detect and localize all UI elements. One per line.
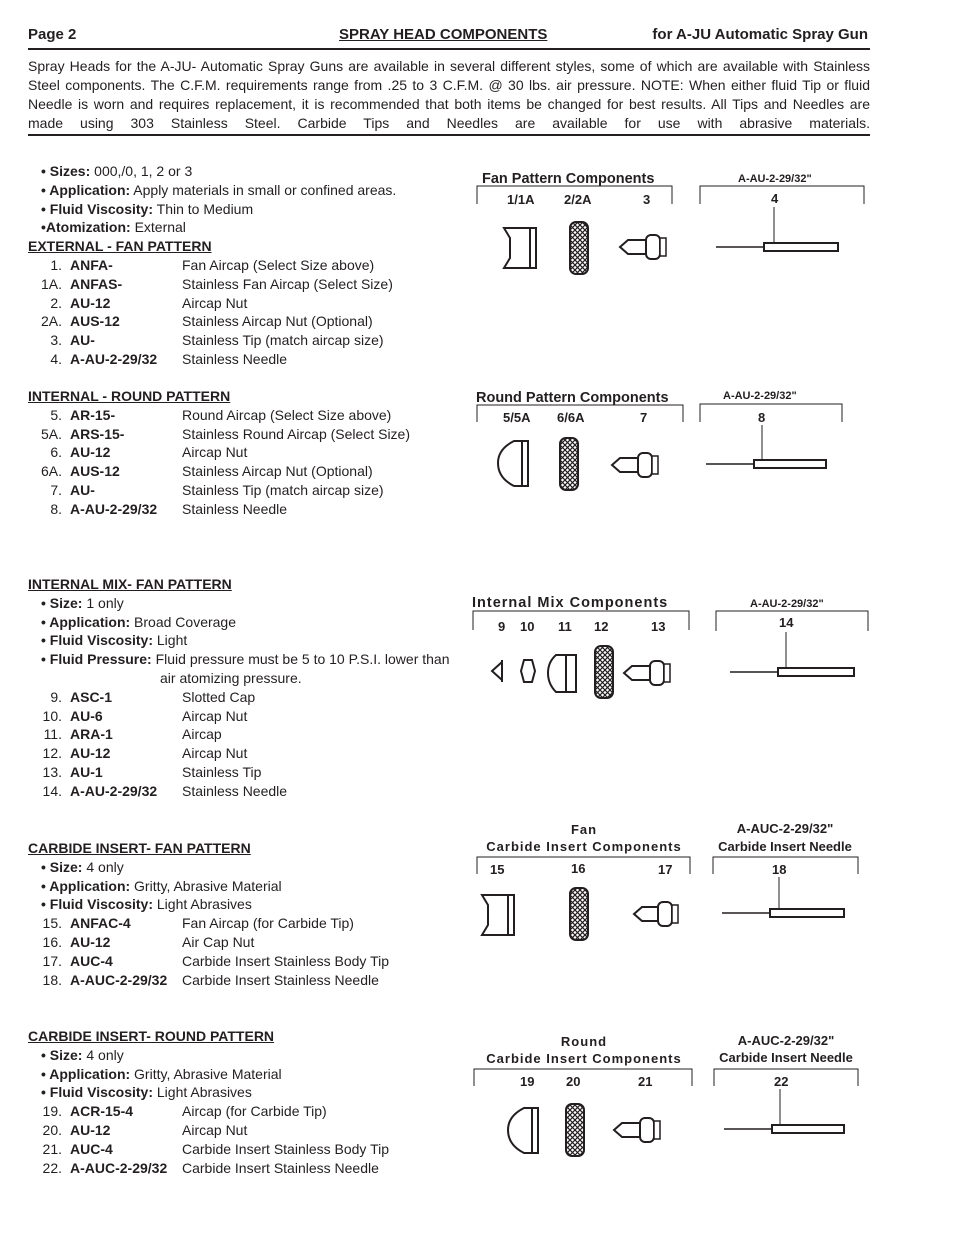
diagram-title: Carbide Insert Components	[486, 839, 682, 854]
callout-label: 20	[566, 1074, 581, 1089]
callout-label: 8	[758, 410, 766, 425]
callout-label: 6/6A	[557, 410, 585, 425]
fan-aircap-shape	[504, 228, 536, 268]
knurled-nut-shape	[566, 1104, 584, 1156]
fluid-tip-shape	[614, 1123, 640, 1137]
fluid-tip-shape	[620, 240, 646, 254]
callout-label: 1/1A	[507, 192, 535, 207]
knurled-nut-shape	[570, 888, 588, 940]
callout-label: 5/5A	[503, 410, 531, 425]
round-aircap-shape	[498, 441, 528, 486]
part-row: 2A. AUS-12 Stainless Aircap Nut (Optional)	[40, 313, 373, 330]
part-row: 19. ACR-15-4 Aircap (for Carbide Tip)	[42, 1103, 327, 1120]
part-row: 10. AU-6 Aircap Nut	[42, 707, 248, 724]
callout-label: 22	[774, 1074, 789, 1089]
needle-subtitle: Carbide Insert Needle	[718, 839, 852, 854]
callout-label: 12	[594, 619, 609, 634]
section-title: CARBIDE INSERT- FAN PATTERN	[28, 840, 251, 856]
part-row: 4. A-AU-2-29/32 Stainless Needle	[50, 350, 288, 367]
intro-paragraph: Spray Heads for the A-JU- Automatic Spray Guns are available in several different styles, some of which are available with Stainless Steel components. The C.F.M. requirements range from .25 to 3 C.F.M. @ 30 lbs. air pressure. NOTE: When either fluid Tip or fluid Needle is worn and requires replacement, it is recommended that both items be changed for best results. All Tips and Needles are made using 303 Stainless Steel. Carbide Tips and Needles are available for use with abrasive materials.	[28, 58, 870, 131]
bullet-item: • Fluid Viscosity: Thin to Medium	[41, 200, 254, 217]
slotted-cap-shape	[492, 662, 502, 680]
bullet-item: • Size: 4 only	[41, 1046, 124, 1063]
bullet-item: • Fluid Viscosity: Light Abrasives	[41, 1084, 252, 1101]
callout-label: 7	[640, 410, 648, 425]
callout-label: 21	[638, 1074, 653, 1089]
callout-label: 13	[651, 619, 666, 634]
section-title: CARBIDE INSERT- ROUND PATTERN	[28, 1028, 275, 1044]
diagram-title: Internal Mix Components	[472, 595, 669, 611]
needle-shape	[764, 243, 838, 251]
section-carbide-round	[28, 1027, 468, 1177]
part-row: 3. AU- Stainless Tip (match aircap size)	[50, 332, 384, 349]
intro-rule	[28, 134, 870, 136]
part-row: 7. AU- Stainless Tip (match aircap size)	[50, 481, 384, 498]
knurled-nut-shape	[570, 222, 588, 274]
callout-label: 19	[520, 1074, 535, 1089]
callout-label: 11	[558, 619, 572, 634]
part-row: 1. ANFA- Fan Aircap (Select Size above)	[50, 256, 375, 273]
callout-label: 18	[772, 862, 787, 877]
callout-label: 9	[498, 619, 506, 634]
section-internal-mix	[28, 575, 468, 801]
diagram-title: Round	[560, 1034, 608, 1049]
round-aircap-shape	[508, 1108, 538, 1153]
callout-label: 14	[779, 615, 794, 630]
diagram-title: Carbide Insert Components	[486, 1051, 682, 1066]
bullet-item: • Size: 1 only	[41, 594, 124, 611]
page-number: Page 2	[28, 26, 77, 43]
needle-shape	[770, 909, 844, 917]
part-row: 14. A-AU-2-29/32 Stainless Needle	[42, 782, 288, 799]
part-row: 17. AUC-4 Carbide Insert Stainless Body Tip	[42, 952, 389, 969]
part-row: 5. AR-15- Round Aircap (Select Size above)	[50, 406, 392, 423]
callout-label: 4	[771, 191, 779, 206]
callout-label: 17	[658, 862, 673, 877]
part-row: 22. A-AUC-2-29/32 Carbide Insert Stainless Needle	[42, 1159, 379, 1176]
section-internal-round	[28, 387, 468, 519]
small-nut-shape	[521, 660, 535, 682]
needle-title: A-AUC-2-29/32"	[736, 821, 834, 836]
part-row: 6A. AUS-12 Stainless Aircap Nut (Optional)	[40, 463, 373, 480]
diagram-title: Fan	[570, 822, 598, 837]
part-row: 12. AU-12 Aircap Nut	[42, 745, 248, 762]
needle-shape	[772, 1125, 844, 1133]
fan-aircap-shape	[482, 895, 514, 935]
bullet-item: • Size: 4 only	[41, 858, 124, 875]
callout-label: 3	[643, 192, 651, 207]
needle-title: A-AU-2-29/32"	[738, 173, 812, 185]
needle-title: A-AU-2-29/32"	[750, 598, 824, 610]
section-title: INTERNAL - ROUND PATTERN	[28, 388, 231, 404]
part-row: 20. AU-12 Aircap Nut	[42, 1121, 248, 1138]
callout-label: 15	[490, 862, 505, 877]
diagram-title: Fan Pattern Components	[482, 171, 655, 187]
part-row: 15. ANFAC-4 Fan Aircap (for Carbide Tip)	[42, 915, 354, 932]
part-row: 11. ARA-1 Aircap	[43, 726, 222, 743]
part-row: 21. AUC-4 Carbide Insert Stainless Body Tip	[42, 1140, 389, 1157]
callout-label: 16	[571, 861, 586, 876]
bullet-item: • Fluid Viscosity: Light	[41, 632, 188, 649]
needle-shape	[778, 668, 854, 676]
part-row: 9. ASC-1 Slotted Cap	[50, 688, 256, 705]
needle-subtitle: Carbide Insert Needle	[719, 1050, 853, 1065]
mix-aircap-shape	[548, 655, 576, 692]
part-row: 5A. ARS-15- Stainless Round Aircap (Select Size)	[40, 425, 410, 442]
part-row: 13. AU-1 Stainless Tip	[42, 763, 262, 780]
bullet-item: • Application: Apply materials in small or confined areas.	[41, 181, 397, 198]
bullet-item: • Application: Gritty, Abrasive Material	[41, 877, 282, 894]
header-rule	[28, 48, 870, 50]
bullet-continuation: air atomizing pressure.	[160, 669, 302, 686]
bullet-item: • Sizes: 000,/0, 1, 2 or 3	[41, 163, 193, 179]
bullet-item: • Application: Gritty, Abrasive Material	[41, 1065, 282, 1082]
bullet-item: •Atomization: External	[41, 219, 186, 236]
callout-label: 2/2A	[564, 192, 592, 207]
bullet-item: • Fluid Pressure: Fluid pressure must be 5 to 10 P.S.I. lower than	[41, 651, 450, 668]
needle-title: A-AUC-2-29/32"	[737, 1033, 835, 1048]
fluid-tip-shape	[634, 907, 658, 921]
part-row: 2. AU-12 Aircap Nut	[50, 294, 248, 311]
knurled-nut-shape	[595, 646, 613, 698]
knurled-nut-shape	[560, 438, 578, 490]
section-title: EXTERNAL - FAN PATTERN	[28, 238, 212, 255]
part-row: 6. AU-12 Aircap Nut	[50, 444, 248, 461]
part-row: 18. A-AUC-2-29/32 Carbide Insert Stainless Needle	[42, 971, 379, 988]
fluid-tip-shape	[612, 458, 638, 472]
needle-shape	[754, 460, 826, 468]
bullet-item: • Fluid Viscosity: Light Abrasives	[41, 896, 252, 913]
fluid-tip-shape	[624, 666, 650, 680]
bullet-item: • Application: Broad Coverage	[41, 613, 236, 630]
callout-label: 10	[520, 619, 535, 634]
section-title: INTERNAL MIX- FAN PATTERN	[28, 576, 232, 592]
section-carbide-fan	[28, 839, 468, 989]
part-row: 1A. ANFAS- Stainless Fan Aircap (Select Size)	[40, 275, 393, 292]
section-external-fan	[28, 162, 468, 369]
part-row: 16. AU-12 Air Cap Nut	[42, 933, 255, 950]
page-title: SPRAY HEAD COMPONENTS	[339, 26, 548, 43]
part-row: 8. A-AU-2-29/32 Stainless Needle	[50, 500, 288, 517]
needle-title: A-AU-2-29/32"	[723, 390, 797, 402]
diagram-title: Round Pattern Components	[476, 390, 669, 406]
page-subtitle: for A-JU Automatic Spray Gun	[652, 26, 868, 43]
